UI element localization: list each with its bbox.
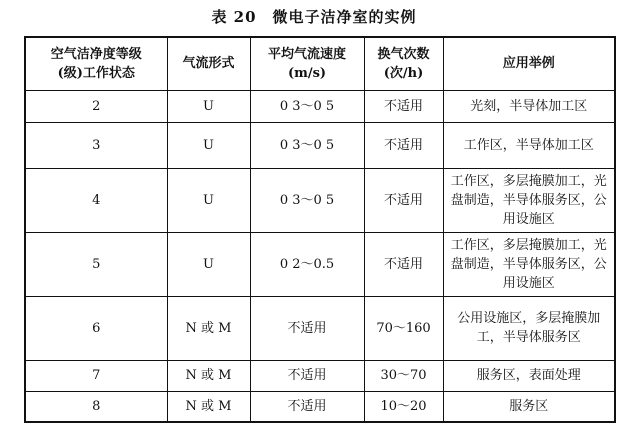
- cell-airflow: N 或 M: [167, 360, 250, 391]
- cell-velocity: 0 2～0.5: [250, 232, 364, 296]
- cell-class: 5: [25, 232, 167, 296]
- cell-air-changes: 不适用: [364, 122, 443, 168]
- cell-air-changes: 不适用: [364, 168, 443, 232]
- cell-application: 工作区，多层掩膜加工，光盘制造，半导体服务区，公用设施区: [443, 232, 615, 296]
- header-row: [25, 37, 615, 90]
- table-row: [25, 296, 615, 360]
- cell-velocity: 不适用: [250, 360, 364, 391]
- table-number: 表 20: [211, 8, 257, 26]
- cell-class: 3: [25, 122, 167, 168]
- header-air-changes: 换气次数 (次/h): [364, 37, 443, 90]
- cell-air-changes: 不适用: [364, 90, 443, 122]
- cell-velocity: 0 3～0 5: [250, 122, 364, 168]
- cell-application: 工作区，半导体加工区: [443, 122, 615, 168]
- table-title: 微电子洁净室的实例: [272, 8, 417, 26]
- cleanroom-table: [24, 36, 616, 423]
- cell-airflow: N 或 M: [167, 296, 250, 360]
- header-application: 应用举例: [443, 37, 615, 90]
- cell-application: 光刻，半导体加工区: [443, 90, 615, 122]
- cell-air-changes: 30～70: [364, 360, 443, 391]
- header-class: 空气洁净度等级 (级)工作状态: [25, 37, 167, 90]
- header-velocity: 平均气流速度 (m/s): [250, 37, 364, 90]
- cell-velocity: 不适用: [250, 391, 364, 422]
- cell-velocity: 不适用: [250, 296, 364, 360]
- cell-velocity: 0 3～0 5: [250, 168, 364, 232]
- table-row: [25, 90, 615, 122]
- table-row: [25, 168, 615, 232]
- cell-airflow: U: [167, 90, 250, 122]
- cell-class: 6: [25, 296, 167, 360]
- cell-class: 7: [25, 360, 167, 391]
- cell-class: 4: [25, 168, 167, 232]
- table-row: [25, 391, 615, 422]
- cell-air-changes: 10～20: [364, 391, 443, 422]
- table-caption: [0, 6, 628, 27]
- header-airflow: 气流形式: [167, 37, 250, 90]
- cell-air-changes: 不适用: [364, 232, 443, 296]
- cell-velocity: 0 3～0 5: [250, 90, 364, 122]
- cell-application: 公用设施区，多层掩膜加工，半导体服务区: [443, 296, 615, 360]
- table-row: [25, 122, 615, 168]
- cell-airflow: U: [167, 232, 250, 296]
- table-row: [25, 360, 615, 391]
- table-row: [25, 232, 615, 296]
- cell-airflow: U: [167, 122, 250, 168]
- cell-airflow: U: [167, 168, 250, 232]
- cell-class: 2: [25, 90, 167, 122]
- cell-application: 工作区，多层掩膜加工，光盘制造，半导体服务区，公用设施区: [443, 168, 615, 232]
- cell-airflow: N 或 M: [167, 391, 250, 422]
- cell-application: 服务区: [443, 391, 615, 422]
- cell-application: 服务区，表面处理: [443, 360, 615, 391]
- cell-class: 8: [25, 391, 167, 422]
- cell-air-changes: 70～160: [364, 296, 443, 360]
